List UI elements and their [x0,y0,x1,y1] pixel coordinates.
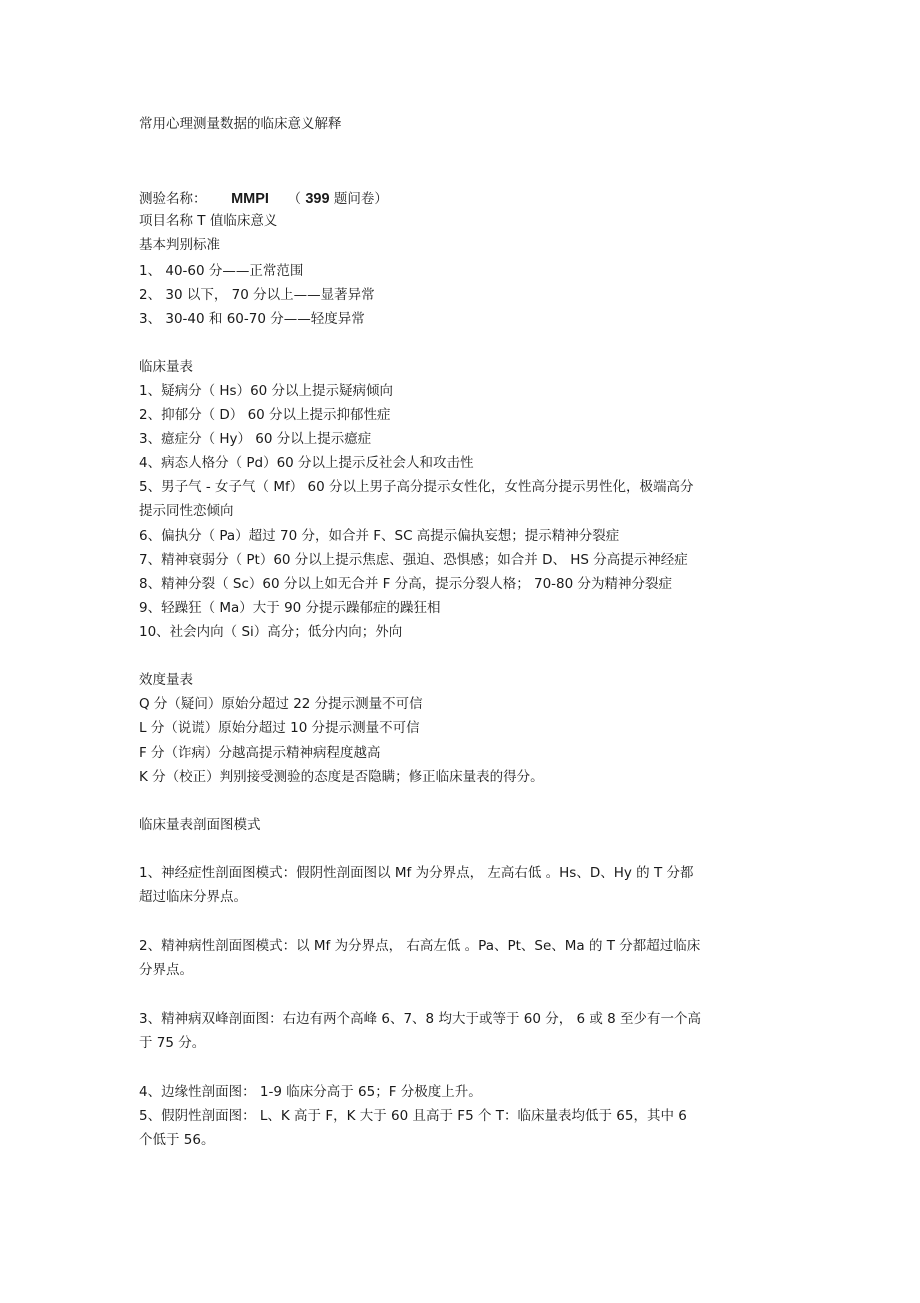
test-paren: （ [287,191,302,207]
clinical-item: 10、社会内向（ Si）高分；低分内向；外向 [139,624,403,640]
profile-item: 3、精神病双峰剖面图：右边有两个高峰 6、7、8 均大于或等于 60 分， 6 或 8 至少有一个高 [139,1011,702,1027]
profile-item: 1、神经症性剖面图模式：假阴性剖面图以 Mf 为分界点， 左高右低 。Hs、D、Hy 的 T 分都 [139,865,694,881]
clinical-item: 9、轻躁狂（ Ma）大于 90 分提示躁郁症的躁狂相 [139,600,441,616]
profile-item: 5、假阴性剖面图： L、K 高于 F，K 大于 60 且高于 F5 个 T：临床量表均低于 65，其中 6 [139,1108,687,1124]
validity-item: K 分（校正）判别接受测验的态度是否隐瞒；修正临床量表的得分。 [139,769,544,785]
test-name-line [139,192,388,207]
test-count: 399 [305,191,330,207]
criteria-item: 3、 30-40 和 60-70 分——轻度异常 [139,311,365,327]
criteria-header: 基本判别标准 [139,237,220,253]
test-suffix: 题问卷） [333,191,388,207]
test-name: MMPI [231,191,269,207]
criteria-item: 2、 30 以下， 70 分以上——显著异常 [139,287,375,303]
clinical-item: 4、病态人格分（ Pd）60 分以上提示反社会人和攻击性 [139,455,474,471]
clinical-item: 6、偏执分（ Pa）超过 70 分，如合并 F、SC 高提示偏执妄想；提示精神分裂症 [139,528,620,544]
item-header: 项目名称 T 值临床意义 [139,213,278,229]
validity-item: F 分（诈病）分越高提示精神病程度越高 [139,745,381,761]
clinical-header: 临床量表 [139,359,193,375]
profile-item: 分界点。 [139,962,193,978]
criteria-item: 1、 40-60 分——正常范围 [139,263,304,279]
clinical-item: 7、精神衰弱分（ Pt）60 分以上提示焦虑、强迫、恐惧感；如合并 D、 HS 分高提示神经症 [139,552,688,568]
clinical-item: 1、疑病分（ Hs）60 分以上提示疑病倾向 [139,383,394,399]
validity-item: L 分（说谎）原始分超过 10 分提示测量不可信 [139,720,420,736]
validity-header: 效度量表 [139,672,193,688]
clinical-item: 2、抑郁分（ D） 60 分以上提示抑郁性症 [139,407,391,423]
document-title: 常用心理测量数据的临床意义解释 [139,116,342,132]
validity-item: Q 分（疑问）原始分超过 22 分提示测量不可信 [139,696,423,712]
clinical-item: 提示同性恋倾向 [139,503,234,519]
clinical-item: 3、癔症分（ Hy） 60 分以上提示癔症 [139,431,372,447]
profile-item: 个低于 56。 [139,1132,215,1148]
profile-header: 临床量表剖面图模式 [139,817,261,833]
profile-item: 2、精神病性剖面图模式：以 Mf 为分界点， 右高左低 。Pa、Pt、Se、Ma 的 T 分都超过临床 [139,938,701,954]
profile-item: 于 75 分。 [139,1035,206,1051]
clinical-item: 5、男子气 - 女子气（ Mf） 60 分以上男子高分提示女性化，女性高分提示男性化，极端高分 [139,479,694,495]
profile-item: 4、边缘性剖面图： 1-9 临床分高于 65；F 分极度上升。 [139,1084,482,1100]
test-label: 测验名称： [139,191,207,207]
clinical-item: 8、精神分裂（ Sc）60 分以上如无合并 F 分高，提示分裂人格； 70-80 分为精神分裂症 [139,576,672,592]
profile-item: 超过临床分界点。 [139,889,247,905]
